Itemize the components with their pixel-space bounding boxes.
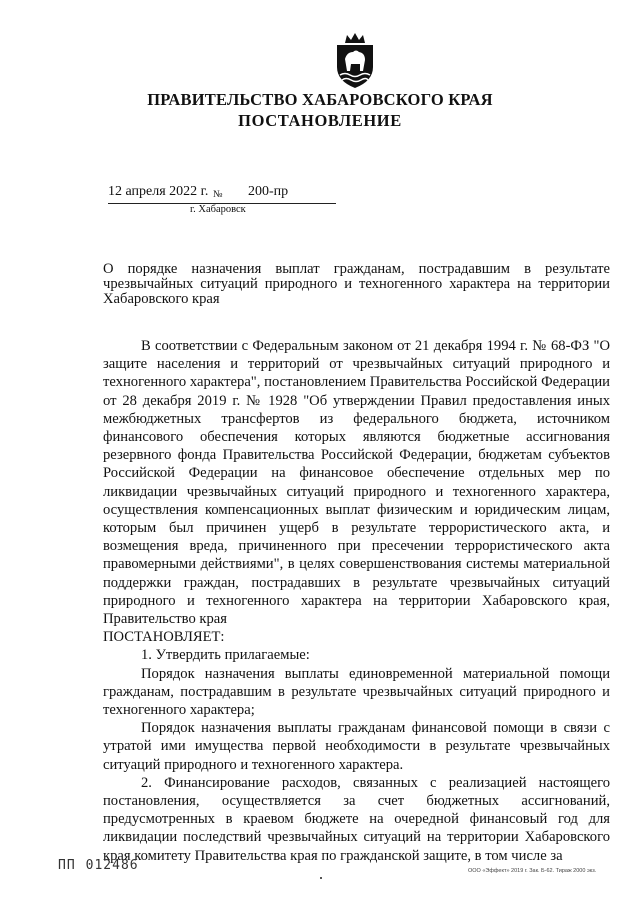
form-serial-number: 012486 (85, 858, 139, 873)
scan-dot (320, 877, 322, 879)
document-subject: О порядке назначения выплат гражданам, пострадавшим в результате чрезвычайных ситуаций природного и техногенного характера на территории Хабаровского края (103, 261, 610, 307)
document-date: 12 апреля 2022 г. (108, 184, 209, 199)
coat-of-arms-icon (331, 33, 379, 89)
resolves-heading: ПОСТАНОВЛЯЕТ: (103, 629, 225, 646)
document-type: ПОСТАНОВЛЕНИЕ (238, 111, 402, 130)
document-body (103, 337, 610, 865)
printer-imprint: ООО «Эффект» 2019 г. Зак. Б-62. Тираж 2000 экз. (468, 868, 597, 874)
item-2: 2. Финансирование расходов, связанных с реализацией настоящего постановления, осуществляется за счет бюджетных ассигнований, предусмотренных в краевом бюджете на очередной финансовый год для ликвидации последствий чрезвычайных ситуаций на территории Хабаровского края комитету Правительства края по гражданской защите, в том числе за (103, 774, 610, 864)
document-number: 200-пр (248, 184, 289, 199)
document-city: г. Хабаровск (190, 204, 246, 215)
government-title: ПРАВИТЕЛЬСТВО ХАБАРОВСКОГО КРАЯ (147, 90, 493, 109)
item-1a: Порядок назначения выплаты единовременной материальной помощи гражданам, пострадавшим в результате чрезвычайных ситуаций природного и техногенного характера; (103, 665, 610, 719)
item-1b: Порядок назначения выплаты гражданам финансовой помощи в связи с утратой ими имущества первой необходимости в результате чрезвычайных ситуаций природного и техногенного характера. (103, 720, 610, 773)
number-sign: № (213, 189, 223, 200)
form-series: ПП (58, 858, 76, 873)
form-serial (58, 858, 139, 873)
date-number-line (108, 184, 336, 204)
item-1: 1. Утвердить прилагаемые: (141, 647, 310, 664)
preamble-paragraph: В соответствии с Федеральным законом от 21 декабря 1994 г. № 68-ФЗ "О защите населения и территорий от чрезвычайных ситуаций природного и техногенного характера", постановлением Правительства Российской Федерации от 28 декабря 2019 г. № 1928 "Об утверждении Правил предоставления иных межбюджетных трансфертов из федерального бюджета, источником финансового обеспечения которых являются бюджетные ассигнования резервного фонда Правительства Российской Федерации, бюджетам субъектов Российской Федерации на финансовое обеспечение отдельных мер по ликвидации чрезвычайных ситуаций природного и техногенного характера, осуществления компенсационных выплат физическим и юридическим лицам, которым был причинен ущерб в результате террористического акта, и возмещения вреда, причиненного при пресечении террористического акта правомерными действиями", в целях совершенствования системы материальной поддержки граждан, пострадавших в результате чрезвычайных ситуаций природного и техногенного характера на территории Хабаровского края, Правительство края (103, 338, 610, 628)
